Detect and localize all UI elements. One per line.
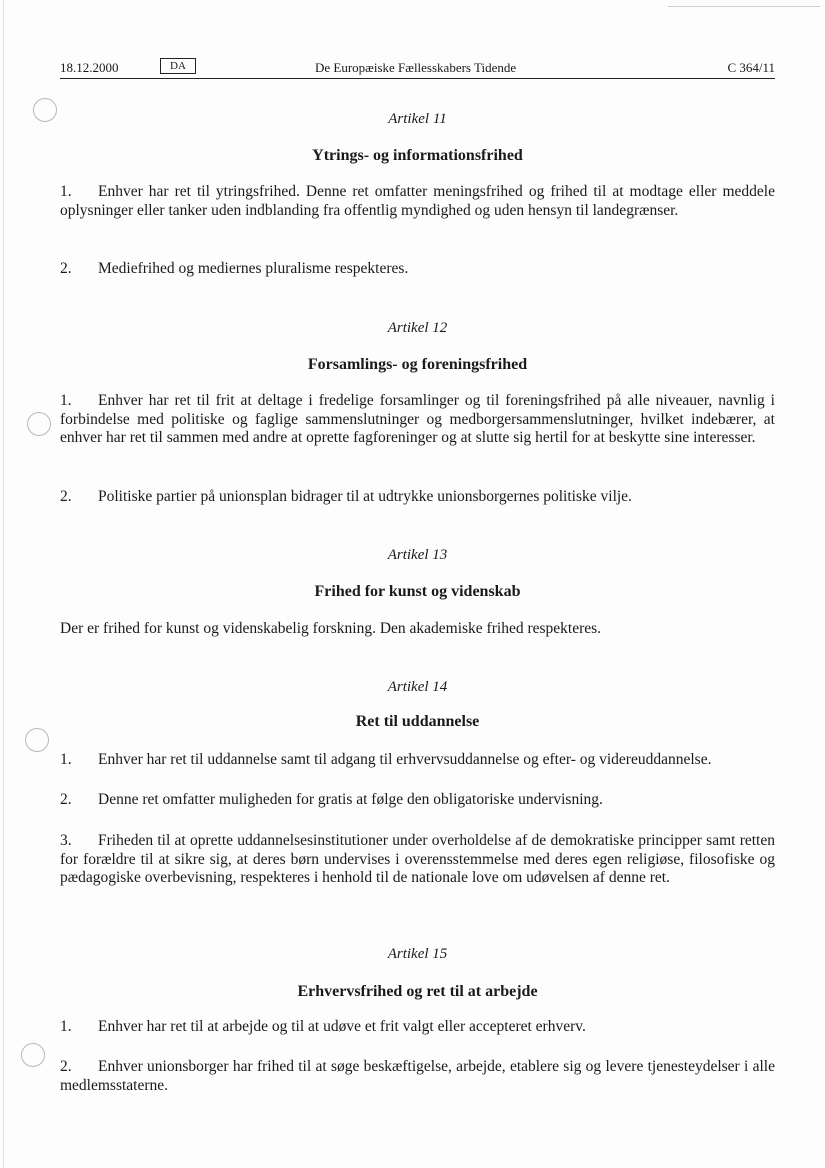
article-paragraph — [60, 791, 775, 810]
article-paragraph — [60, 392, 775, 448]
language-badge: DA — [160, 58, 196, 74]
article-paragraph — [60, 260, 775, 279]
paragraph-number: 2. — [60, 488, 72, 505]
paragraph-text: Enhver har ret til at arbejde og til at udøve et frit valgt eller accepteret erhverv. — [98, 1018, 586, 1035]
paragraph-text: Der er frihed for kunst og videnskabelig forskning. Den akademiske frihed respekteres. — [60, 620, 602, 637]
paragraph-number: 2. — [60, 1058, 72, 1075]
journal-title: De Europæiske Fællesskabers Tidende — [315, 60, 517, 75]
paragraph-number: 1. — [60, 1018, 72, 1035]
article-paragraph — [60, 1018, 775, 1037]
punch-hole-icon — [33, 98, 57, 122]
paragraph-number: 3. — [60, 832, 72, 849]
header-date: 18.12.2000 — [60, 60, 119, 75]
paragraph-text: Enhver unionsborger har frihed til at søge beskæftigelse, arbejde, etablere sig og levere tjenesteydelser i alle medlemsstaterne. — [60, 1058, 775, 1094]
article-heading: Artikel 12 — [387, 320, 448, 336]
paragraph-text: Denne ret omfatter muligheden for gratis at følge den obligatoriske undervisning. — [98, 791, 603, 808]
paragraph-text: Friheden til at oprette uddannelsesinstitutioner under overholdelse af de demokratiske principper samt retten for forældre til at sikre sig, at deres børn undervises i overensstemmelse med deres egen religiøse, filosofiske og pædagogiske overbevisning, respekteres i henhold til de nationale love om udøvelsen af denne ret. — [60, 832, 775, 886]
paragraph-text: Enhver har ret til uddannelse samt til adgang til erhvervsuddannelse og efter- og videreuddannelse. — [98, 751, 712, 768]
paragraph-number: 1. — [60, 392, 72, 409]
header-divider — [60, 78, 775, 79]
article-title: Ret til uddannelse — [355, 713, 480, 730]
article-paragraph — [60, 488, 775, 507]
article-heading: Artikel 14 — [387, 679, 448, 695]
article-heading: Artikel 15 — [387, 946, 448, 962]
article-title: Frihed for kunst og videnskab — [314, 583, 521, 600]
paragraph-number: 2. — [60, 791, 72, 808]
article-title: Ytrings- og informationsfrihed — [312, 147, 523, 164]
paragraph-text: Mediefrihed og mediernes pluralisme respekteres. — [98, 260, 409, 277]
paragraph-number: 1. — [60, 751, 72, 768]
paragraph-number: 2. — [60, 260, 72, 277]
page-header — [60, 58, 775, 78]
article-heading: Artikel 13 — [387, 547, 448, 563]
article-title: Erhvervsfrihed og ret til at arbejde — [297, 983, 538, 1000]
article-paragraph — [60, 620, 775, 639]
article-paragraph — [60, 1058, 775, 1095]
paragraph-text: Enhver har ret til frit at deltage i fredelige forsamlinger og til foreningsfrihed på alle niveauer, navnlig i forbindelse med politiske og faglige sammenslutninger og medborgersammenslutninger, hvilket indebærer, at enhver har ret til sammen med andre at oprette fagforeninger og at slutte sig hertil for at beskytte sine interesser. — [60, 392, 775, 446]
article-paragraph — [60, 183, 775, 220]
punch-hole-icon — [25, 728, 49, 752]
article-title: Forsamlings- og foreningsfrihed — [307, 356, 528, 373]
article-paragraph — [60, 751, 775, 770]
scan-top-rule — [668, 6, 820, 7]
article-paragraph — [60, 832, 775, 888]
paragraph-text: Enhver har ret til ytringsfrihed. Denne ret omfatter meningsfrihed og frihed til at modtage eller meddele oplysninger eller tanker uden indblanding fra offentlig myndighed og uden hensyn til landegrænser. — [60, 183, 775, 219]
scan-left-edge — [3, 0, 4, 1168]
punch-hole-icon — [27, 412, 51, 436]
paragraph-number: 1. — [60, 183, 72, 200]
paragraph-text: Politiske partier på unionsplan bidrager til at udtrykke unionsborgernes politiske vilje. — [98, 488, 632, 505]
article-heading: Artikel 11 — [388, 111, 447, 127]
punch-hole-icon — [21, 1043, 45, 1067]
page-reference: C 364/11 — [727, 60, 775, 75]
